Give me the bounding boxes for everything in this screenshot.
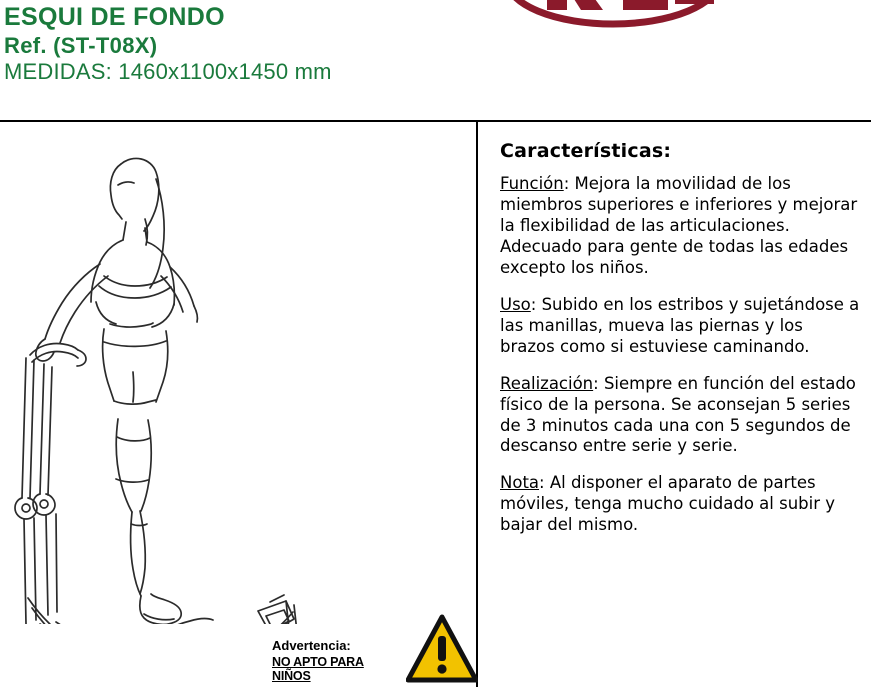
paragraph-uso <box>500 295 860 358</box>
paragraph-body-nota: : Al disponer el aparato de partes móviles, tenga mucho cuidado al subir y bajar del mismo. <box>500 473 836 535</box>
product-reference: Ref. (ST-T08X) <box>4 32 158 58</box>
warning-title: Advertencia: <box>272 638 351 653</box>
page-header <box>0 0 871 110</box>
paragraph-realizacion <box>500 374 860 458</box>
paragraph-nota <box>500 473 860 536</box>
paragraph-lead-realizacion: Realización <box>500 373 594 393</box>
warning-label <box>272 638 402 683</box>
header-divider <box>0 120 871 122</box>
paragraph-body-realizacion: : Siempre en función del estado físico de la persona. Se aconsejan 5 series de 3 minutos cada una con 5 segundos de descanso entre serie y serie. <box>500 373 856 456</box>
product-dimensions: MEDIDAS: 1460x1100x1450 mm <box>4 59 332 85</box>
column-divider <box>476 122 478 687</box>
warning-subtitle: NO APTO PARA NIÑOS <box>272 655 364 683</box>
characteristics-heading: Características: <box>500 140 672 162</box>
paragraph-lead-funcion: Función <box>500 174 564 193</box>
paragraph-body-uso: : Subido en los estribos y sujetándose a las manillas, mueva las piernas y los brazos como si estuviese caminando. <box>500 294 860 356</box>
paragraph-body-funcion: : Mejora la movilidad de los miembros superiores e inferiores y mejorar la flexibilidad de las articulaciones. Adecuado para gente de todas las edades excepto los niños. <box>500 174 858 277</box>
page-title: ESQUI DE FONDO <box>4 3 225 31</box>
paragraph-lead-uso: Uso <box>500 294 531 314</box>
product-illustration <box>0 124 476 624</box>
paragraph-funcion <box>500 174 860 279</box>
company-logo <box>505 0 721 54</box>
paragraph-lead-nota: Nota <box>500 473 540 493</box>
characteristics-panel <box>500 140 860 552</box>
warning-triangle-icon <box>406 614 478 686</box>
title-block <box>4 2 332 86</box>
warning-block <box>272 600 472 687</box>
